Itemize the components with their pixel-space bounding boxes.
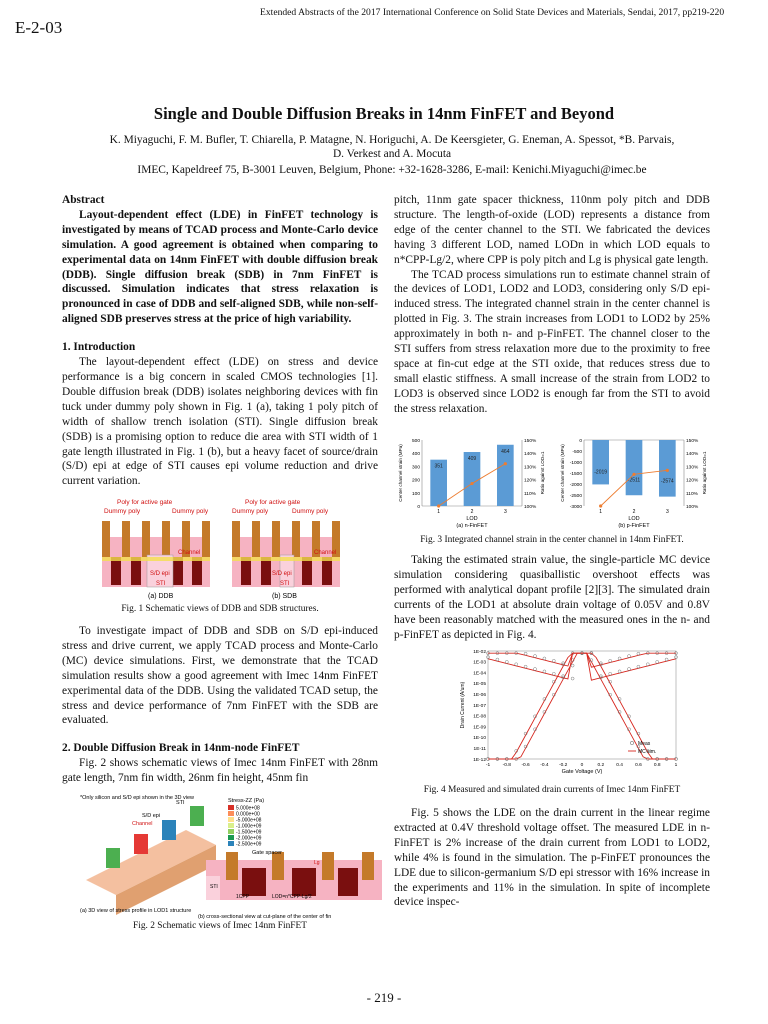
y-tick-label: 1E-08: [473, 714, 486, 720]
fig2-legend-value: -1.500e+09: [236, 829, 262, 836]
ratio-point: [666, 469, 669, 472]
fig1-dummy-label-a1: Dummy poly: [104, 508, 141, 515]
para-fig5: Fig. 5 shows the LDE on the drain current in the linear regime extracted at 0.4V threshold voltage offset. The measured LDE in n-FinFET is 2% increase of the drain current from LOD1 to LOD2, while 4% is found in the simulation. The p-FinFET pronounces the LDE due to silicon-germanium S/D epi stressor with 16% increase in the experiments and 11% in the simulation. In spite of incomplete device inspec-: [394, 807, 710, 909]
fig2-legend-swatch: [228, 841, 234, 846]
meas-point: [618, 670, 621, 673]
para-tcad: The TCAD process simulations run to estimate channel strain of the devices of LOD1, LOD2 and LOD3, considering only S/D epi-induced stress. The integrated channel strain in the center channel is plotted in Fig. 3. The strain increases from LOD1 to LOD2 by 25% approximately in both n- and p-FinFET. The channel closer to the STI suffers from stress relaxation more due to the proximity to free space at fin-cut edge at the STI oxide, that reduces stress due to small elastic stiffness. A small increase of the strain from LOD2 to LOD3 is observed since LOD2 is enough far from the STI to avoid the stress relaxation.: [394, 268, 710, 415]
fig2-sub-a: (a) 3D view of stress profile in LOD1 structure: [80, 908, 192, 914]
fig4-plot: [460, 649, 678, 775]
bar-value-label: 409: [467, 456, 477, 463]
fig2-channel: Channel: [132, 821, 153, 827]
y2-tick-label: 110%: [524, 491, 536, 497]
meas-point: [543, 657, 546, 660]
x-tick-label: 3: [665, 509, 669, 515]
x-tick-label: -0.8: [502, 763, 511, 768]
x-tick-label: 0: [580, 763, 584, 768]
x-tick-label: 2: [470, 509, 474, 515]
ratio-point: [437, 504, 440, 507]
y-axis-label: Center channel strain (MPa): [560, 444, 565, 502]
y-tick-label: 400: [411, 452, 420, 458]
authors-line-1: K. Miyaguchi, F. M. Bufler, T. Chiarella, P. Matagne, N. Horiguchi, A. De Keersgieter, G. Eneman, A. Spessot, *B. Parvais,: [109, 134, 675, 146]
fig1-poly-label-b: Poly for active gate: [245, 499, 301, 506]
meas-point: [571, 677, 574, 680]
fig2-legend-value: -2.000e+09: [236, 835, 262, 842]
legend-sim: MC sim.: [638, 748, 657, 755]
y-tick-label: 1E-09: [473, 725, 486, 731]
x-tick-label: 2: [632, 509, 636, 515]
y-axis-label: Drain Current (A/um): [460, 681, 466, 729]
fig1-dummy-label-b2: Dummy poly: [292, 508, 329, 515]
y2-tick-label: 100%: [524, 505, 537, 510]
bar-value-label: 464: [501, 448, 510, 455]
fig4-chart: [450, 645, 690, 780]
fig2-sd-epi: S/D epi: [142, 813, 161, 819]
abstract-heading: Abstract: [62, 194, 105, 206]
bar-value-label: -2019: [594, 469, 608, 476]
y2-axis-label: Ratio against LOD=1: [702, 451, 707, 495]
bar-value-label: 351: [434, 463, 443, 470]
right-column-mid: [394, 553, 710, 642]
fig1-sti-label-b: STI: [280, 581, 290, 587]
x-tick-label: 1: [599, 509, 603, 515]
fig1-schematic: [92, 497, 347, 601]
section2-heading: 2. Double Diffusion Break in 14nm-node FinFET: [62, 742, 300, 755]
fig1-dummy-label-a2: Dummy poly: [172, 508, 209, 515]
y-tick-label: 100: [411, 491, 420, 497]
chart-title: (a) n-FinFET: [456, 523, 488, 529]
meas-point: [637, 652, 640, 655]
para-cont: pitch, 11nm gate spacer thickness, 110nm poly pitch and DDB structure. The length-of-oxide (LOD) represents a distance from edge of the center channel to the STI. We fabricated the devices having 3 different LOD, named LODn in which LOD equals to n*CPP-Lg/2, where CPP is poly pitch and Lg is physical gate length.: [394, 194, 710, 266]
fig1-sd-label-b: S/D epi: [272, 571, 292, 577]
meas-point: [609, 672, 612, 675]
conference-header: Extended Abstracts of the 2017 International Conference on Solid State Devices and Materials, Sendai, 2017, pp219-220: [260, 7, 725, 18]
para-2: To investigate impact of DDB and SDB on S/D epi-induced stress and drive current, we apply TCAD process and Monte-Carlo (MC) device simulations. First, we demonstrate that the TCAD simulation results show a good agreement with Imec 14nm FinFET experimental data of the DDB. Using the validated TCAD setup, the stress and device performance of 7nm FinFET with the SDB are evaluated.: [62, 625, 378, 727]
x-tick-label: 0.8: [653, 763, 661, 768]
meas-point: [665, 658, 668, 661]
y-tick-label: 0: [579, 439, 582, 444]
meas-point: [552, 659, 555, 662]
fig2-sti-b: STI: [210, 884, 218, 890]
fig1-sub-a: (a) DDB: [148, 593, 174, 600]
y2-tick-label: 120%: [686, 478, 699, 484]
meas-point: [543, 670, 546, 673]
y2-tick-label: 130%: [524, 465, 537, 471]
y2-tick-label: 140%: [686, 452, 699, 458]
meas-point: [524, 665, 527, 668]
fig2-legend-value: -2.500e+09: [236, 841, 262, 848]
x-tick-label: 0.4: [616, 763, 623, 768]
y-tick-label: 200: [411, 478, 420, 484]
meas-point: [524, 652, 527, 655]
y-axis-label: Center channel strain (MPa): [398, 444, 403, 502]
y-tick-label: 1E-02: [473, 649, 486, 655]
left-column-bottom: [62, 624, 378, 786]
section2-text: Fig. 2 shows schematic views of Imec 14nm FinFET with 28nm gate length, 7nm fin width, 26nm fin height, 45nm fin: [62, 757, 378, 785]
x-tick-label: 0.6: [635, 763, 642, 768]
y-tick-label: 1E-07: [473, 703, 486, 709]
y-tick-label: -2500: [569, 494, 582, 499]
fig1-poly-label-a: Poly for active gate: [117, 499, 173, 506]
y2-tick-label: 140%: [524, 452, 537, 458]
meas-point: [628, 655, 631, 658]
ratio-point: [504, 462, 507, 465]
fig3b-chart: [560, 438, 707, 529]
y-tick-label: 1E-11: [473, 747, 486, 752]
ratio-point: [470, 482, 473, 485]
chart-title: (b) p-FinFET: [618, 523, 650, 529]
bar: [626, 440, 643, 495]
left-column-top: [62, 193, 378, 489]
meas-point: [505, 660, 508, 663]
bar-value-label: -2574: [660, 478, 674, 485]
fig2-legend-value: 5.000e+08: [236, 805, 260, 812]
fig2-cpp: 1CPP: [236, 894, 250, 900]
x-tick-label: 0.2: [597, 763, 605, 768]
y-tick-label: 1E-10: [473, 736, 486, 742]
y-tick-label: 300: [411, 465, 420, 471]
fig2-note: *Only silicon and S/D epi shown in the 3D view: [80, 795, 195, 801]
x-tick-label: 1: [437, 509, 441, 515]
meas-point: [571, 664, 574, 667]
y-tick-label: -1000: [569, 461, 582, 466]
fig2-caption: Fig. 2 Schematic views of Imec 14nm FinFET: [133, 921, 307, 931]
y2-tick-label: 130%: [686, 465, 699, 471]
y-tick-label: -1500: [569, 472, 582, 477]
x-tick-label: -0.2: [559, 763, 568, 768]
meas-point: [534, 668, 537, 671]
y-tick-label: 1E-12: [473, 757, 486, 763]
fig2-legend-value: 0.000e+00: [236, 811, 260, 818]
bar: [592, 440, 609, 484]
y-tick-label: 1E-03: [473, 660, 486, 666]
fig3-charts: [394, 434, 714, 534]
meas-point: [618, 657, 621, 660]
y2-tick-label: 150%: [686, 439, 699, 444]
x-axis-label: Gate Voltage (V): [561, 769, 603, 775]
y2-tick-label: 120%: [524, 478, 537, 484]
abstract-text: Layout-dependent effect (LDE) in FinFET technology is investigated by means of TCAD process and Monte-Carlo device simulation. A good agreement is obtained when comparing to experimental data on 14nm FinFET with double diffusion break (DDB). Single diffusion break (SDB) in 7nm FinFET is discussed. Simulation indicates that stress relaxation is pronounced in case of DDB and self-aligned SDB, while non-self-aligned SDB preserves stress at the price of high variability.: [62, 208, 378, 326]
fig2-legend-value: -5.000e+08: [236, 817, 262, 824]
para-mc: Taking the estimated strain value, the single-particle MC device simulation considering quasiballistic overshoot effects was performed with analytical dopant profile [2][3]. The simulated drain currents of the LOD1 at absolute drain voltage of 0.05V and 0.8V have been reasonably matched with the measured ones in the n- and p-FinFET as depicted in Fig. 4.: [394, 554, 710, 641]
x-axis-label: LOD: [628, 516, 640, 522]
fig2-sub-b: (b) cross-sectional view at cut-plane of the center of fin: [198, 914, 332, 920]
fig4-caption: Fig. 4 Measured and simulated drain currents of Imec 14nm FinFET: [423, 785, 681, 795]
paper-title: Single and Double Diffusion Breaks in 14nm FinFET and Beyond: [153, 104, 615, 123]
meas-point: [646, 663, 649, 666]
authors-line-2: D. Verkest and A. Mocuta: [332, 148, 452, 160]
fig1-dummy-label-b1: Dummy poly: [232, 508, 269, 515]
fig1-caption: Fig. 1 Schematic views of DDB and SDB structures.: [121, 604, 319, 614]
y2-tick-label: 150%: [524, 439, 537, 444]
fig2-legend-title: Stress-ZZ (Pa): [228, 798, 265, 804]
y-tick-label: 1E-04: [473, 671, 486, 677]
fig1-sti-label-a: STI: [156, 581, 166, 587]
fig2-legend-swatch: [228, 829, 234, 834]
fig2-legend-swatch: [228, 811, 234, 816]
fig2-legend-swatch: [228, 823, 234, 828]
right-column-bottom: [394, 806, 710, 910]
fig1-channel-label-b: Channel: [314, 550, 337, 556]
y-tick-label: 1E-05: [473, 682, 486, 688]
fig1-sd-label-a: S/D epi: [150, 571, 170, 577]
fig2-schematic: [76, 790, 388, 920]
affiliation: IMEC, Kapeldreef 75, B-3001 Leuven, Belgium, Phone: +32-1628-3286, E-mail: Kenichi.Miyaguchi@imec.be: [137, 164, 647, 176]
y-tick-label: 500: [411, 439, 420, 444]
x-tick-label: -1: [485, 763, 491, 768]
intro-text: The layout-dependent effect (LDE) on stress and device performance is a big concern in scaled CMOS technologies [1]. Double diffusion break (DDB) isolates neighboring devices with fin tuck under dummy poly shown in Fig. 1 (a), taking 1 poly pitch of width of shallow trench isolation (STI). Single diffusion break (SDB) is a promising option to reduce die area with STI width of 1 gate length illustrated in Fig. 1 (b), but a heavy facet of source/drain (S/D) epi at edge of STI causes epi volume reduction and drive current variation.: [62, 356, 378, 488]
y2-tick-label: 110%: [686, 491, 698, 497]
paper-code: E-2-03: [15, 18, 63, 37]
x-axis-label: LOD: [466, 516, 478, 522]
page-number: - 219 -: [366, 990, 402, 1005]
x-tick-label: 1: [674, 763, 678, 768]
fig2-legend-value: -1.000e+09: [236, 823, 262, 830]
meas-point: [552, 672, 555, 675]
fig2-lod: LOD=n*CPP-Lg/2: [272, 894, 312, 900]
fig2-lg: Lg: [314, 860, 320, 866]
x-tick-label: 3: [503, 509, 507, 515]
meas-point: [637, 665, 640, 668]
y2-tick-label: 100%: [686, 505, 699, 510]
fig2-legend-swatch: [228, 835, 234, 840]
meas-point: [515, 663, 518, 666]
fig2-legend: [228, 798, 264, 848]
fig1-sub-b: (b) SDB: [272, 593, 297, 600]
fig2-legend-swatch: [228, 805, 234, 810]
right-column-top: [394, 193, 710, 417]
y-tick-label: -2000: [569, 483, 582, 488]
bar: [659, 440, 676, 497]
y-tick-label: -3000: [569, 505, 582, 510]
y-tick-label: 1E-06: [473, 693, 486, 698]
y2-axis-label: Ratio against LOD=1: [540, 451, 545, 495]
ratio-point: [632, 473, 635, 476]
fig3-caption: Fig. 3 Integrated channel strain in the center channel in 14nm FinFET.: [420, 535, 684, 545]
authors: [62, 133, 722, 161]
x-tick-label: -0.4: [540, 763, 549, 768]
fig2-cross-section: [206, 852, 382, 900]
fig2-legend-swatch: [228, 817, 234, 822]
meas-point: [609, 659, 612, 662]
meas-point: [628, 668, 631, 671]
y-tick-label: 0: [417, 505, 420, 510]
fig2-sti: STI: [176, 800, 185, 806]
legend-meas-marker: [630, 741, 633, 744]
ratio-point: [599, 504, 602, 507]
fig1-channel-label-a: Channel: [178, 550, 201, 556]
bar-value-label: -2511: [627, 477, 641, 484]
intro-heading: 1. Introduction: [62, 341, 136, 354]
x-tick-label: -0.6: [521, 763, 530, 768]
fig3a-chart: [398, 438, 545, 529]
meas-point: [534, 655, 537, 658]
legend-meas: Meas: [638, 740, 651, 747]
fig2-gate-spacer: Gate spacer: [252, 850, 282, 856]
meas-point: [496, 658, 499, 661]
meas-point: [656, 660, 659, 663]
y-tick-label: -500: [572, 450, 582, 455]
